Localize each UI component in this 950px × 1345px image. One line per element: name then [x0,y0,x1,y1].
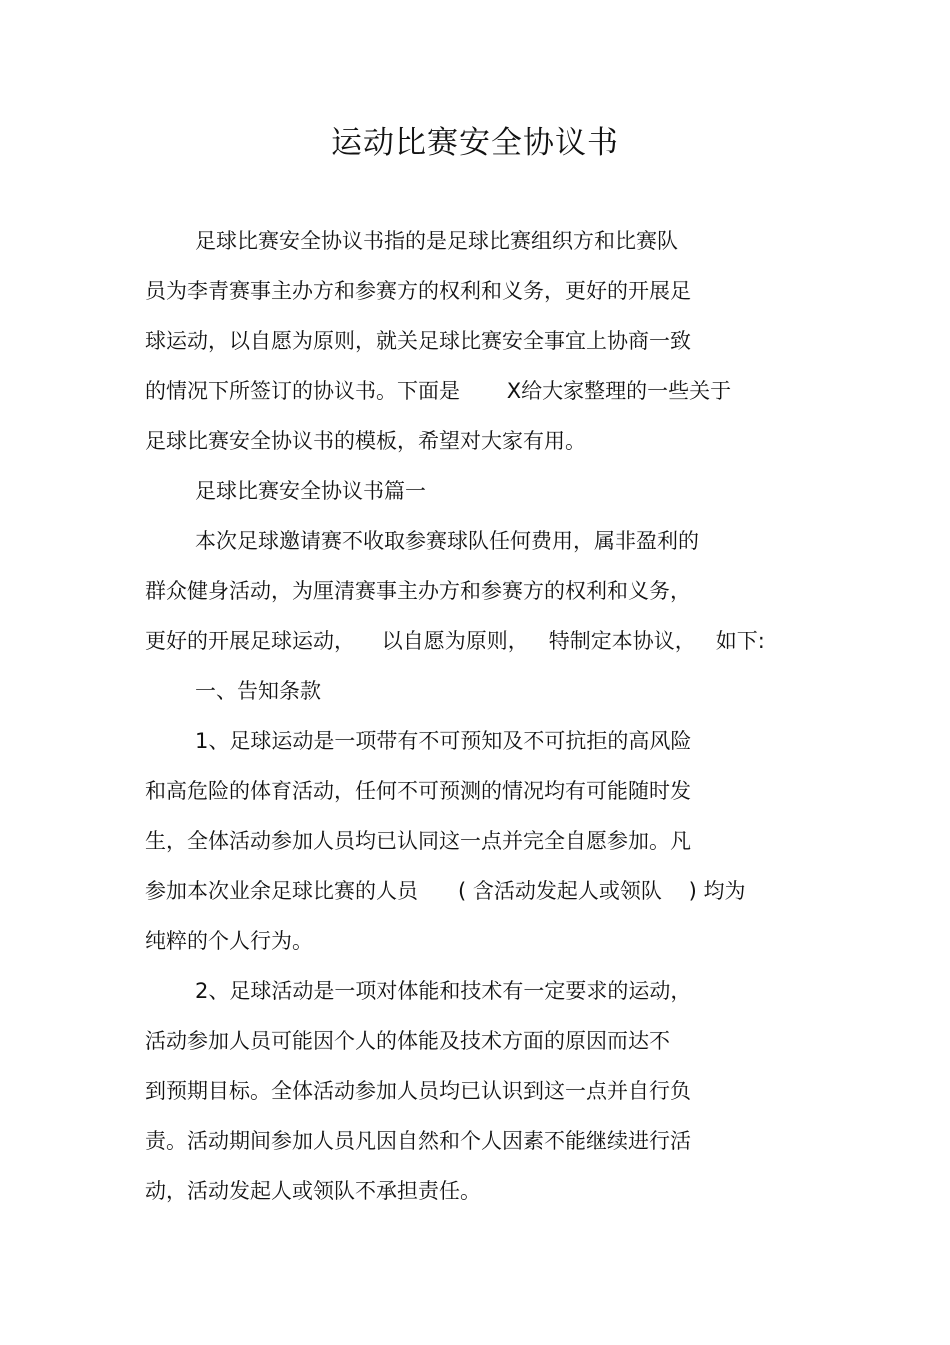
section-heading: 足球比赛安全协议书篇一 [195,479,426,503]
body-line: 更好的开展足球运动， 以自愿为原则， 特制定本协议， 如下: [145,629,765,653]
clause-heading: 一、告知条款 [195,679,321,703]
body-line: 的情况下所签订的协议书。下面是 X给大家整理的一些关于 [145,379,732,403]
body-line: 动，活动发起人或领队不承担责任。 [145,1179,481,1203]
body-line: 本次足球邀请赛不收取参赛球队任何费用，属非盈利的 [195,529,699,553]
body-line: 责。活动期间参加人员凡因自然和个人因素不能继续进行活 [145,1129,691,1153]
body-line: 1、足球运动是一项带有不可预知及不可抗拒的高风险 [195,729,692,753]
body-line: 球运动，以自愿为原则，就关足球比赛安全事宜上协商一致 [145,329,691,353]
body-line: 足球比赛安全协议书的模板，希望对大家有用。 [145,429,586,453]
body-line: 和高危险的体育活动，任何不可预测的情况均有可能随时发 [145,779,691,803]
body-line: 足球比赛安全协议书指的是足球比赛组织方和比赛队 [195,229,678,253]
body-line: 参加本次业余足球比赛的人员 ( 含活动发起人或领队 ) 均为 [145,879,746,903]
body-line: 生，全体活动参加人员均已认同这一点并完全自愿参加。凡 [145,829,691,853]
body-line: 2、足球活动是一项对体能和技术有一定要求的运动， [195,979,692,1003]
body-line: 到预期目标。全体活动参加人员均已认识到这一点并自行负 [145,1079,691,1103]
body-line: 活动参加人员可能因个人的体能及技术方面的原因而达不 [145,1029,670,1053]
body-line: 纯粹的个人行为。 [145,929,313,953]
document-title: 运动比赛安全协议书 [331,125,619,161]
body-line: 群众健身活动，为厘清赛事主办方和参赛方的权利和义务， [145,579,691,603]
body-line: 员为李青赛事主办方和参赛方的权利和义务，更好的开展足 [145,279,691,303]
